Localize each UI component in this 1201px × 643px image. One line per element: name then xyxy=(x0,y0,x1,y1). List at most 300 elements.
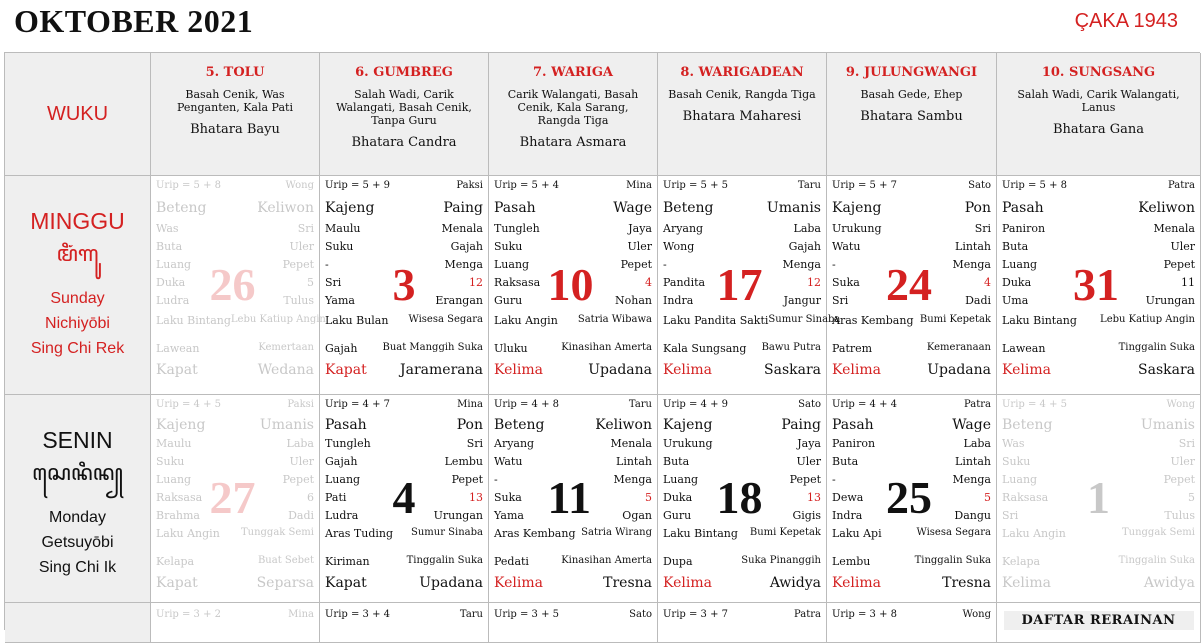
day-detail-row xyxy=(1002,240,1195,253)
detail-right: Buat Manggih Suka xyxy=(382,342,483,353)
detail-right: Awidya xyxy=(769,575,821,591)
detail-right: Lebu Katiup Angin xyxy=(230,314,326,325)
detail-right: 4 xyxy=(984,276,991,289)
day-detail-row xyxy=(156,575,314,591)
wuku-name: 7. WARIGA xyxy=(532,65,614,80)
detail-left: Urip = 4 + 5 xyxy=(1002,399,1068,410)
detail-right: Awidya xyxy=(1143,575,1195,591)
detail-left: Urip = 5 + 8 xyxy=(1002,180,1068,191)
wuku-header xyxy=(658,53,827,176)
detail-right: Menga xyxy=(952,258,991,271)
detail-left: Lembu xyxy=(832,555,871,568)
detail-left: Watu xyxy=(832,240,861,253)
detail-right: Mina xyxy=(288,609,314,620)
day-header xyxy=(5,176,151,395)
detail-left: Urukung xyxy=(663,437,713,450)
detail-right: Menala xyxy=(441,222,483,235)
detail-left: Suku xyxy=(156,455,185,468)
day-cell-partial xyxy=(320,603,489,643)
day-detail-row xyxy=(156,455,314,468)
day-detail-row xyxy=(156,399,314,410)
date-number: 17 xyxy=(716,259,763,310)
detail-right: Menga xyxy=(952,473,991,486)
detail-left: Urip = 3 + 7 xyxy=(663,609,729,620)
detail-left: Urip = 4 + 5 xyxy=(156,399,222,410)
day-detail-row xyxy=(1002,527,1195,540)
detail-right: Tinggalin Suka xyxy=(914,555,991,566)
day-detail-row xyxy=(325,399,483,410)
date-number: 3 xyxy=(392,259,416,310)
wuku-bhatara: Bhatara Gana xyxy=(1052,122,1144,137)
day-detail-row xyxy=(156,437,314,450)
detail-right: Sumur Sinaba xyxy=(411,527,483,538)
date-number: 18 xyxy=(716,472,763,523)
detail-right: Wage xyxy=(952,417,991,433)
detail-right: Patra xyxy=(1167,180,1195,191)
detail-left: Raksasa xyxy=(494,276,541,289)
detail-right: Paksi xyxy=(456,180,483,191)
day-cell xyxy=(658,395,827,603)
detail-left: Dewa xyxy=(832,491,864,504)
day-detail-row xyxy=(494,609,652,620)
date-number: 4 xyxy=(392,472,416,523)
wuku-bhatara: Bhatara Candra xyxy=(351,135,457,150)
detail-left: Beteng xyxy=(1002,417,1053,433)
detail-left: Guru xyxy=(494,294,523,307)
day-cell xyxy=(827,176,997,395)
detail-left: Kajeng xyxy=(325,200,375,216)
day-detail-row xyxy=(325,575,483,591)
detail-right: Lintah xyxy=(955,240,991,253)
detail-right: Menala xyxy=(610,437,652,450)
wuku-header xyxy=(320,53,489,176)
wuku-name: 9. JULUNGWANGI xyxy=(845,65,978,80)
day-detail-row xyxy=(663,575,821,591)
detail-left: Brahma xyxy=(156,509,200,522)
day-chinese: Sing Chi Ik xyxy=(38,559,117,576)
day-detail-row xyxy=(494,200,652,216)
detail-right: Lintah xyxy=(616,455,652,468)
day-detail-row xyxy=(494,527,652,540)
day-detail-row xyxy=(325,200,483,216)
detail-right: Dadi xyxy=(288,509,314,522)
detail-right: Pepet xyxy=(1163,473,1195,486)
day-detail-row xyxy=(663,399,821,410)
detail-left: Suku xyxy=(494,240,523,253)
day-detail-row xyxy=(663,362,821,378)
day-detail-row xyxy=(832,437,991,450)
detail-left: Indra xyxy=(832,509,863,522)
detail-left: Gajah xyxy=(325,455,358,468)
day-detail-row xyxy=(1002,417,1195,433)
day-detail-row xyxy=(156,180,314,191)
detail-right: Pon xyxy=(964,200,991,216)
detail-right: Wage xyxy=(613,200,652,216)
detail-left: Guru xyxy=(663,509,692,522)
detail-right: Sumur Sinaba xyxy=(768,314,841,325)
wuku-header xyxy=(489,53,658,176)
detail-right: Satria Wirang xyxy=(581,527,652,538)
detail-left: Aras Kembang xyxy=(832,314,914,327)
day-detail-row xyxy=(494,399,652,410)
wuku-name: 10. SUNGSANG xyxy=(1041,65,1156,80)
detail-left: Suku xyxy=(1002,455,1031,468)
detail-left: Beteng xyxy=(494,417,545,433)
detail-right: 5 xyxy=(645,491,652,504)
detail-right: Paksi xyxy=(287,399,314,410)
day-detail-row xyxy=(494,222,652,235)
detail-left: - xyxy=(832,473,836,486)
calendar-grid xyxy=(4,52,1200,630)
detail-right: Satria Wibawa xyxy=(577,314,652,325)
day-detail-row xyxy=(156,240,314,253)
detail-left: Urip = 5 + 8 xyxy=(156,180,222,191)
wuku-name: 5. TOLU xyxy=(205,65,265,80)
day-cell xyxy=(320,176,489,395)
detail-left: Kajeng xyxy=(156,417,206,433)
detail-left: Kelima xyxy=(494,362,543,378)
detail-left: Urip = 4 + 9 xyxy=(663,399,729,410)
detail-left: Urip = 4 + 7 xyxy=(325,399,391,410)
detail-left: Was xyxy=(1002,437,1025,450)
date-number: 10 xyxy=(547,259,594,310)
detail-left: Ludra xyxy=(156,294,190,307)
detail-right: Laba xyxy=(793,222,821,235)
detail-left: Kelima xyxy=(1002,575,1051,591)
date-number: 26 xyxy=(209,259,256,310)
detail-right: Buat Sebet xyxy=(257,555,314,566)
detail-left: Kapat xyxy=(156,575,198,591)
detail-right: Wong xyxy=(962,609,991,620)
detail-right: Jangur xyxy=(783,294,821,307)
day-cell xyxy=(151,176,326,395)
detail-right: Uler xyxy=(1170,240,1195,253)
detail-right: Keliwon xyxy=(595,417,652,433)
day-detail-row xyxy=(325,455,483,468)
day-detail-row xyxy=(1002,314,1195,327)
date-number: 11 xyxy=(547,472,591,523)
detail-left: Urip = 5 + 7 xyxy=(832,180,898,191)
detail-right: 5 xyxy=(307,276,314,289)
detail-left: Urip = 5 + 4 xyxy=(494,180,560,191)
detail-right: Upadana xyxy=(927,362,991,378)
detail-right: Pon xyxy=(456,417,483,433)
detail-left: Kapat xyxy=(156,362,198,378)
balinese-script: ꦩꦶꦁꦒꦸ xyxy=(56,242,99,267)
day-detail-row xyxy=(325,417,483,433)
detail-right: Uler xyxy=(796,455,821,468)
detail-right: 12 xyxy=(469,276,483,289)
wuku-description: Salah Wadi, Carik Walangati, Lanus xyxy=(1017,88,1180,114)
detail-left: Kelima xyxy=(663,575,712,591)
detail-left: Suku xyxy=(325,240,354,253)
detail-right: Jaya xyxy=(628,222,652,235)
detail-left: - xyxy=(832,258,836,271)
detail-right: Gigis xyxy=(792,509,821,522)
day-cell xyxy=(489,395,658,603)
day-detail-row xyxy=(1002,437,1195,450)
detail-left: Suka xyxy=(832,276,860,289)
day-cell xyxy=(320,395,489,603)
detail-right: Bawu Putra xyxy=(761,342,821,353)
detail-right: Pepet xyxy=(282,258,314,271)
detail-right: Upadana xyxy=(588,362,652,378)
detail-left: Kajeng xyxy=(663,417,713,433)
detail-right: Uler xyxy=(289,455,314,468)
detail-right: Bumi Kepetak xyxy=(749,527,821,538)
day-detail-row xyxy=(832,362,991,378)
wuku-label-cell xyxy=(5,53,151,176)
detail-left: - xyxy=(663,258,667,271)
day-name: MINGGU xyxy=(30,208,125,234)
day-detail-row xyxy=(663,180,821,191)
calendar-header xyxy=(0,0,1200,50)
detail-left: Beteng xyxy=(663,200,714,216)
day-detail-row xyxy=(325,180,483,191)
detail-left: Laku Angin xyxy=(1002,527,1066,540)
detail-left: Laku Bintang xyxy=(663,527,738,540)
detail-right: Uler xyxy=(1170,455,1195,468)
day-header xyxy=(5,395,151,603)
detail-right: Erangan xyxy=(435,294,483,307)
detail-right: Patra xyxy=(793,609,821,620)
day-detail-row xyxy=(1002,399,1195,410)
day-detail-row xyxy=(494,362,652,378)
detail-right: Pepet xyxy=(1163,258,1195,271)
detail-right: Paing xyxy=(443,200,483,216)
detail-left: Duka xyxy=(156,276,186,289)
detail-right: 12 xyxy=(807,276,821,289)
detail-left: Aryang xyxy=(494,437,535,450)
detail-right: Menala xyxy=(1153,222,1195,235)
wuku-bhatara: Bhatara Maharesi xyxy=(682,109,802,124)
detail-right: Laba xyxy=(286,437,314,450)
day-detail-row xyxy=(325,342,483,355)
detail-right: Menga xyxy=(782,258,821,271)
detail-right: 13 xyxy=(469,491,483,504)
day-detail-row xyxy=(663,200,821,216)
detail-left: Kapat xyxy=(325,362,367,378)
detail-left: Luang xyxy=(494,258,530,271)
detail-left: Pasah xyxy=(832,417,874,433)
detail-right: Wedana xyxy=(257,362,314,378)
detail-left: Wong xyxy=(663,240,695,253)
day-detail-row xyxy=(156,527,314,540)
day-detail-row xyxy=(325,437,483,450)
detail-left: Duka xyxy=(1002,276,1032,289)
day-detail-row xyxy=(494,314,652,327)
day-detail-row xyxy=(156,200,314,216)
detail-right: Umanis xyxy=(766,200,821,216)
day-header-partial xyxy=(5,603,151,643)
detail-left: Laku Angin xyxy=(494,314,558,327)
day-detail-row xyxy=(156,222,314,235)
detail-left: Buta xyxy=(156,240,183,253)
day-detail-row xyxy=(832,180,991,191)
detail-right: Kinasihan Amerta xyxy=(561,555,652,566)
month-title: OKTOBER 2021 xyxy=(14,3,254,39)
detail-left: Pasah xyxy=(494,200,536,216)
detail-left: Kelima xyxy=(832,575,881,591)
day-detail-row xyxy=(832,222,991,235)
detail-left: Buta xyxy=(663,455,690,468)
detail-right: Sri xyxy=(297,222,314,235)
day-detail-row xyxy=(325,222,483,235)
date-number: 24 xyxy=(886,259,932,310)
detail-left: Kelima xyxy=(1002,362,1051,378)
date-number: 31 xyxy=(1073,259,1119,310)
day-detail-row xyxy=(494,342,652,355)
wuku-description: Basah Cenik, Was Penganten, Kala Pati xyxy=(177,88,293,114)
detail-right: Tresna xyxy=(603,575,652,591)
detail-right: Taru xyxy=(797,180,821,191)
day-detail-row xyxy=(663,222,821,235)
day-detail-row xyxy=(1002,342,1195,355)
detail-left: Aras Tuding xyxy=(325,527,394,540)
day-detail-row xyxy=(325,609,483,620)
detail-left: Laku Pandita Sakti xyxy=(663,314,769,327)
detail-left: Pasah xyxy=(325,417,367,433)
detail-left: Tungleh xyxy=(325,437,371,450)
day-cell xyxy=(151,395,320,603)
detail-right: Tulus xyxy=(283,294,314,307)
day-detail-row xyxy=(325,240,483,253)
detail-left: Luang xyxy=(156,258,192,271)
detail-right: Tinggalin Suka xyxy=(1118,555,1195,566)
day-detail-row xyxy=(832,575,991,591)
day-detail-row xyxy=(494,555,652,568)
day-detail-row xyxy=(1002,555,1195,568)
detail-left: Lawean xyxy=(156,342,200,355)
day-detail-row xyxy=(832,399,991,410)
daftar-rerainan-cell xyxy=(997,603,1201,643)
day-detail-row xyxy=(663,437,821,450)
day-english: Monday xyxy=(49,509,106,526)
detail-right: Pepet xyxy=(451,473,483,486)
wuku-bhatara: Bhatara Sambu xyxy=(860,109,963,124)
detail-right: 4 xyxy=(645,276,652,289)
detail-right: Sato xyxy=(968,180,991,191)
detail-right: Jaya xyxy=(797,437,821,450)
day-detail-row xyxy=(156,342,314,355)
detail-right: Kemeranaan xyxy=(926,342,991,353)
detail-right: Mina xyxy=(626,180,652,191)
day-cell-partial xyxy=(151,603,320,643)
wuku-bhatara: Bhatara Asmara xyxy=(519,135,627,150)
detail-left: Yama xyxy=(494,509,524,522)
day-japanese: Getsuyōbi xyxy=(41,534,114,551)
detail-right: 13 xyxy=(807,491,821,504)
day-english: Sunday xyxy=(50,290,105,307)
detail-right: Lembu xyxy=(444,455,483,468)
detail-left: Yama xyxy=(325,294,355,307)
detail-right: Keliwon xyxy=(257,200,314,216)
detail-left: Laku Bintang xyxy=(1002,314,1077,327)
detail-left: Raksasa xyxy=(1002,491,1049,504)
detail-left: Urip = 3 + 8 xyxy=(832,609,898,620)
detail-left: Uluku xyxy=(494,342,528,355)
wuku-name: 6. GUMBREG xyxy=(355,65,453,80)
wuku-header xyxy=(151,53,320,176)
day-detail-row xyxy=(832,342,991,355)
wuku-description: Carik Walangati, Basah Cenik, Kala Sarang, Rangda Tiga xyxy=(507,88,639,127)
date-number: 27 xyxy=(209,472,256,523)
detail-right: Sato xyxy=(798,399,821,410)
wuku-header xyxy=(827,53,997,176)
detail-left: Duka xyxy=(663,491,693,504)
detail-right: Bumi Kepetak xyxy=(919,314,991,325)
detail-right: Wisesa Segara xyxy=(916,527,991,538)
day-cell-partial xyxy=(827,603,997,643)
detail-right: Saskara xyxy=(764,362,821,378)
day-detail-row xyxy=(156,417,314,433)
day-detail-row xyxy=(1002,222,1195,235)
detail-left: Laku Angin xyxy=(156,527,220,540)
day-detail-row xyxy=(832,314,991,327)
detail-left: Paniron xyxy=(1002,222,1046,235)
detail-right: Kinasihan Amerta xyxy=(561,342,652,353)
detail-left: Kiriman xyxy=(325,555,370,568)
day-cell xyxy=(827,395,997,603)
detail-right: Urungan xyxy=(1145,294,1195,307)
daftar-rerainan-title: DAFTAR RERAINAN xyxy=(1004,611,1194,630)
detail-left: Urip = 3 + 4 xyxy=(325,609,391,620)
day-cell-partial xyxy=(658,603,827,643)
date-number: 25 xyxy=(886,472,932,523)
detail-right: Tulus xyxy=(1164,509,1195,522)
day-detail-row xyxy=(325,314,483,327)
detail-right: Suka Pinanggih xyxy=(741,555,821,566)
detail-right: Gajah xyxy=(450,240,483,253)
day-detail-row xyxy=(1002,455,1195,468)
day-detail-row xyxy=(663,555,821,568)
detail-right: Uler xyxy=(289,240,314,253)
detail-left: Lawean xyxy=(1002,342,1046,355)
detail-left: Sri xyxy=(325,276,342,289)
detail-right: Tinggalin Suka xyxy=(406,555,483,566)
day-detail-row xyxy=(156,555,314,568)
detail-left: Suka xyxy=(494,491,522,504)
detail-left: Urip = 3 + 2 xyxy=(156,609,222,620)
detail-right: Saskara xyxy=(1138,362,1195,378)
wuku-description: Basah Gede, Ehep xyxy=(860,88,963,101)
detail-right: Pepet xyxy=(620,258,652,271)
day-detail-row xyxy=(325,555,483,568)
detail-right: Lintah xyxy=(955,455,991,468)
day-detail-row xyxy=(663,417,821,433)
detail-left: Urip = 5 + 5 xyxy=(663,180,729,191)
day-detail-row xyxy=(1002,575,1195,591)
day-detail-row xyxy=(663,342,821,355)
detail-right: Tunggak Semi xyxy=(1121,527,1195,538)
detail-right: Sato xyxy=(629,609,652,620)
day-detail-row xyxy=(832,555,991,568)
detail-right: Keliwon xyxy=(1138,200,1195,216)
detail-left: Laku Bintang xyxy=(156,314,231,327)
detail-right: 5 xyxy=(984,491,991,504)
detail-right: Sri xyxy=(974,222,991,235)
detail-right: Paing xyxy=(781,417,821,433)
detail-right: Menga xyxy=(613,473,652,486)
detail-right: 11 xyxy=(1181,276,1195,289)
detail-left: Sri xyxy=(832,294,849,307)
day-cell xyxy=(997,176,1201,395)
day-detail-row xyxy=(494,455,652,468)
detail-right: Uler xyxy=(627,240,652,253)
detail-left: Luang xyxy=(1002,473,1038,486)
balinese-script: ꦱꦺꦤꦶꦤ꧀ xyxy=(32,461,123,486)
detail-right: Jaramerana xyxy=(400,362,483,378)
